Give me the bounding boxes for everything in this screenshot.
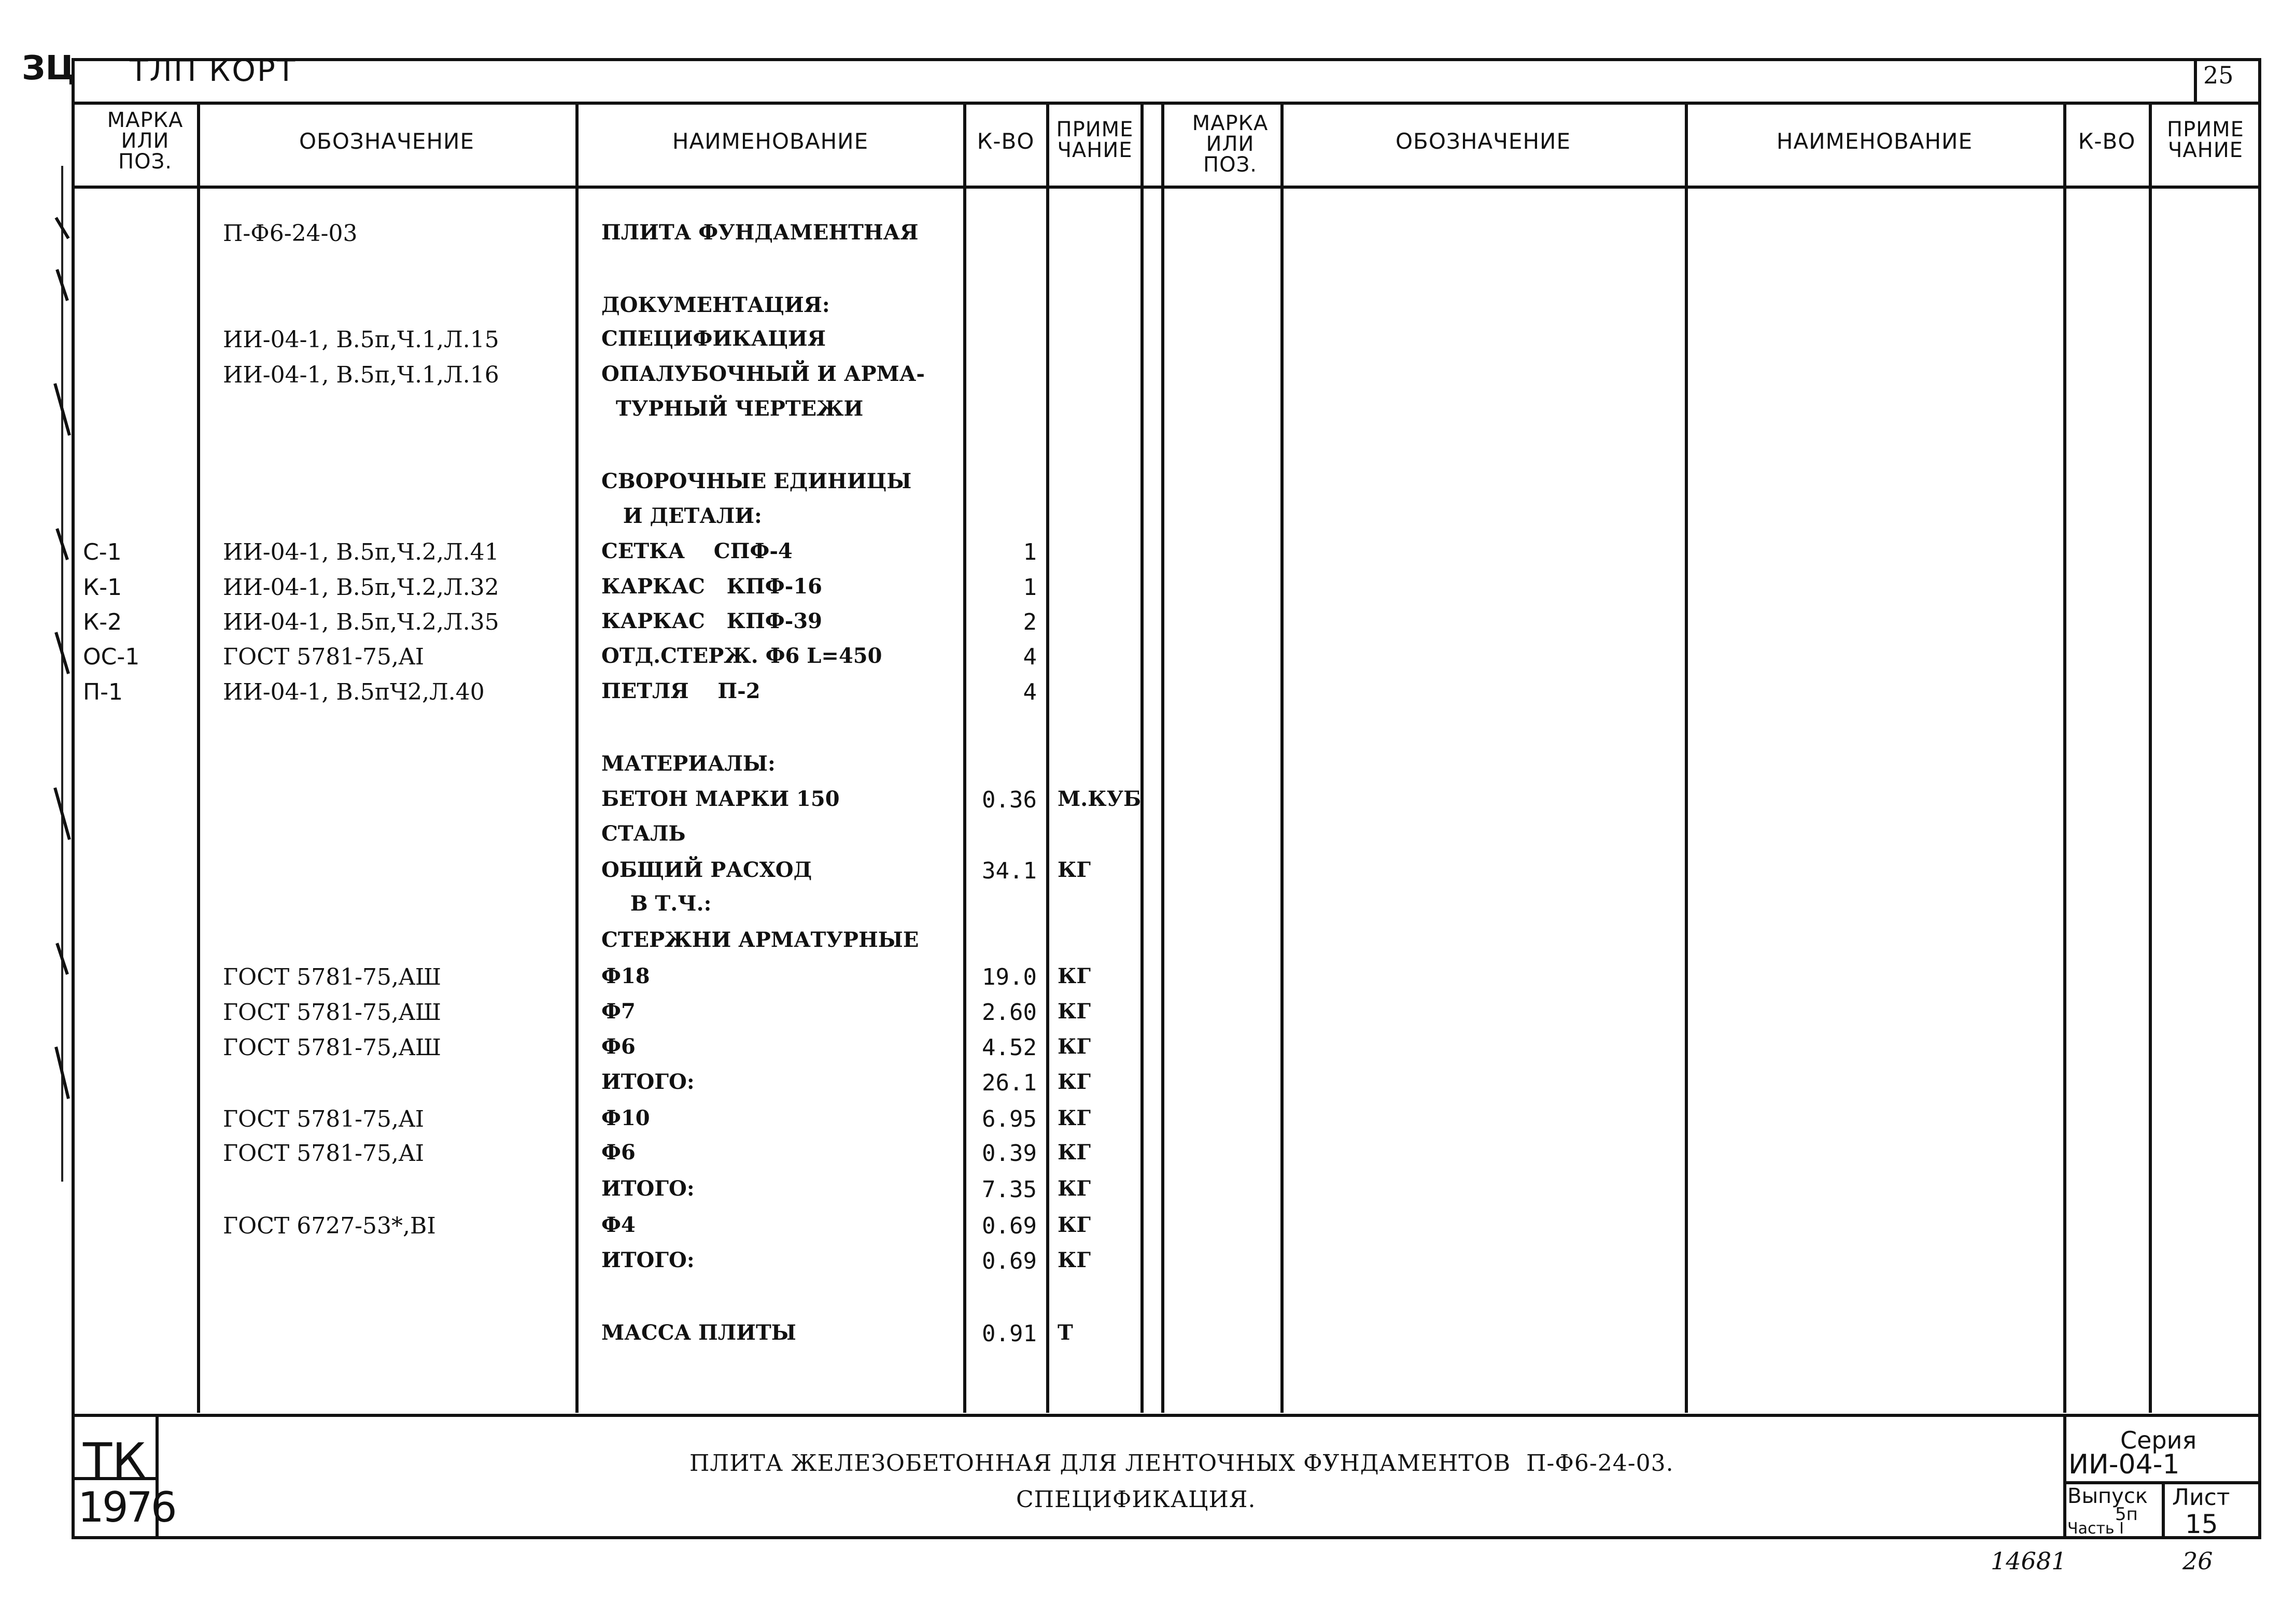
row-position: ОС-1 xyxy=(83,644,140,670)
row-name: ОПАЛУБОЧНЫЙ И АРМА- xyxy=(601,362,925,386)
handwritten-page: 26 xyxy=(2182,1547,2213,1575)
page-number: 25 xyxy=(2203,61,2234,89)
row-name: ОБЩИЙ РАСХОД xyxy=(601,858,812,882)
row-name: МАССА ПЛИТЫ xyxy=(601,1321,796,1345)
page-number-divider xyxy=(2194,58,2197,105)
row-designation: ГОСТ 5781-75,AШ xyxy=(223,1034,442,1061)
table-split-line xyxy=(1161,102,1164,1413)
row-designation: П-Ф6-24-03 xyxy=(223,220,358,247)
row-name: Ф7 xyxy=(601,999,636,1024)
header-divider xyxy=(72,186,2261,189)
row-name: ПЛИТА ФУНДАМЕНТНАЯ xyxy=(601,220,919,245)
row-note: КГ xyxy=(1058,1106,1091,1130)
corner-mark: ЗЦ xyxy=(22,49,76,88)
col-line-1 xyxy=(197,102,200,1413)
issue-value: 5п xyxy=(2115,1504,2138,1525)
row-quantity: 0.39 xyxy=(982,1140,1037,1167)
stamp-series-divider xyxy=(2063,1414,2066,1539)
header-note: ПРИМЕ ЧАНИЕ xyxy=(1056,118,1134,162)
row-name: МАТЕРИАЛЫ: xyxy=(601,751,776,776)
row-name: Ф6 xyxy=(601,1140,636,1165)
header-name: НАИМЕНОВАНИЕ xyxy=(672,129,869,154)
row-designation: ИИ-04-1, В.5п,Ч.1,Л.15 xyxy=(223,327,499,353)
inventory-number: 14681 xyxy=(1991,1547,2067,1575)
row-quantity: 0.69 xyxy=(982,1213,1037,1239)
org-name: ТЛП КОРТ xyxy=(130,53,297,88)
row-quantity: 19.0 xyxy=(982,964,1037,990)
stamp-sheet-divider xyxy=(2162,1481,2165,1539)
row-note: КГ xyxy=(1058,1140,1091,1165)
row-designation: ГОСТ 6727-53*,BI xyxy=(223,1213,436,1239)
row-note: КГ xyxy=(1058,1034,1091,1059)
series-label: Серия xyxy=(2120,1426,2197,1454)
title-band-divider xyxy=(72,102,2261,105)
row-name: КАРКАС КПФ-16 xyxy=(601,574,822,599)
row-quantity: 0.69 xyxy=(982,1248,1037,1274)
row-note: КГ xyxy=(1058,1213,1091,1237)
header-qty-right: К-ВО xyxy=(2078,129,2136,154)
row-designation: ИИ-04-1, В.5пЧ2,Л.40 xyxy=(223,679,485,705)
row-quantity: 7.35 xyxy=(982,1176,1037,1203)
row-quantity: 0.36 xyxy=(982,787,1037,813)
col-line-5 xyxy=(1140,102,1144,1413)
row-name: ОТД.СТЕРЖ. Ф6 L=450 xyxy=(601,644,882,668)
row-name: СПЕЦИФИКАЦИЯ xyxy=(601,327,826,351)
row-note: М.КУБ xyxy=(1058,787,1142,811)
row-name: ПЕТЛЯ П-2 xyxy=(601,679,760,703)
margin-signature-strip xyxy=(52,166,73,1182)
row-name: Ф10 xyxy=(601,1106,650,1130)
col-line-r2 xyxy=(1685,102,1688,1413)
row-name: СТАЛЬ xyxy=(601,821,686,846)
header-name-right: НАИМЕНОВАНИЕ xyxy=(1776,129,1973,154)
spec-frame xyxy=(72,58,2261,1539)
stamp-year: 1976 xyxy=(78,1483,175,1531)
row-designation: ГОСТ 5781-75,AШ xyxy=(223,999,442,1026)
stamp-title-line1: ПЛИТА ЖЕЛЕЗОБЕТОННАЯ ДЛЯ ЛЕНТОЧНЫХ ФУНДАМЕНТОВ П-Ф6-24-03. xyxy=(689,1450,1674,1477)
row-position: К-1 xyxy=(83,574,122,601)
row-name: Ф4 xyxy=(601,1213,636,1237)
row-name: Ф18 xyxy=(601,964,650,988)
row-name: ИТОГО: xyxy=(601,1248,695,1272)
row-quantity: 1 xyxy=(1023,574,1037,601)
row-designation: ГОСТ 5781-75,AI xyxy=(223,644,425,670)
row-name: БЕТОН МАРКИ 150 xyxy=(601,787,840,811)
sheet-value: 15 xyxy=(2185,1509,2218,1539)
row-note: КГ xyxy=(1058,1176,1091,1201)
row-quantity: 0.91 xyxy=(982,1321,1037,1347)
col-line-3 xyxy=(963,102,966,1413)
row-quantity: 4 xyxy=(1023,644,1037,670)
row-note: КГ xyxy=(1058,999,1091,1024)
row-position: С-1 xyxy=(83,539,122,565)
header-qty: К-ВО xyxy=(977,129,1035,154)
row-quantity: 1 xyxy=(1023,539,1037,565)
row-name: Ф6 xyxy=(601,1034,636,1059)
row-name: ИТОГО: xyxy=(601,1176,695,1201)
row-quantity: 2 xyxy=(1023,609,1037,635)
row-position: П-1 xyxy=(83,679,123,705)
row-designation: ГОСТ 5781-75,AШ xyxy=(223,964,442,990)
stamp-divider xyxy=(72,1414,2261,1417)
stamp-title-line2: СПЕЦИФИКАЦИЯ. xyxy=(1016,1486,1256,1513)
col-line-4 xyxy=(1046,102,1049,1413)
row-note: Т xyxy=(1058,1321,1073,1345)
header-mark-text: МАРКА ИЛИ ПОЗ. xyxy=(107,108,184,174)
row-name: В Т.Ч.: xyxy=(601,891,712,916)
row-name: СВОРОЧНЫЕ ЕДИНИЦЫ xyxy=(601,469,912,493)
row-note: КГ xyxy=(1058,1248,1091,1272)
row-designation: ГОСТ 5781-75,AI xyxy=(223,1140,425,1167)
row-note: КГ xyxy=(1058,1070,1091,1094)
row-designation: ГОСТ 5781-75,AI xyxy=(223,1106,425,1132)
row-quantity: 4 xyxy=(1023,679,1037,705)
row-name: И ДЕТАЛИ: xyxy=(601,504,762,528)
header-mark-right: МАРКА ИЛИ ПОЗ. xyxy=(1192,111,1269,177)
row-name: КАРКАС КПФ-39 xyxy=(601,609,822,633)
row-note: КГ xyxy=(1058,858,1091,882)
sheet-label: Лист xyxy=(2172,1484,2230,1511)
row-designation: ИИ-04-1, В.5п,Ч.2,Л.41 xyxy=(223,539,499,565)
header-note-right: ПРИМЕ ЧАНИЕ xyxy=(2167,118,2244,162)
row-quantity: 4.52 xyxy=(982,1034,1037,1061)
row-quantity: 2.60 xyxy=(982,999,1037,1026)
header-designation-right: ОБОЗНАЧЕНИЕ xyxy=(1395,129,1571,154)
issue-label: Выпуск xyxy=(2067,1484,2148,1508)
col-line-r1 xyxy=(1280,102,1284,1413)
series-value: ИИ-04-1 xyxy=(2068,1449,2180,1480)
row-designation: ИИ-04-1, В.5п,Ч.2,Л.32 xyxy=(223,574,499,601)
row-name: ИТОГО: xyxy=(601,1070,695,1094)
row-note: КГ xyxy=(1058,964,1091,988)
row-quantity: 6.95 xyxy=(982,1106,1037,1132)
row-designation: ИИ-04-1, В.5п,Ч.2,Л.35 xyxy=(223,609,499,635)
part-label: Часть I xyxy=(2067,1520,2124,1538)
row-name: СЕТКА СПФ-4 xyxy=(601,539,793,563)
row-quantity: 34.1 xyxy=(982,858,1037,884)
stamp-tk: ТК xyxy=(83,1433,146,1488)
header-mark xyxy=(96,110,194,172)
row-position: К-2 xyxy=(83,609,122,635)
row-name: ДОКУМЕНТАЦИЯ: xyxy=(601,293,830,317)
row-designation: ИИ-04-1, В.5п,Ч.1,Л.16 xyxy=(223,362,499,388)
row-name: СТЕРЖНИ АРМАТУРНЫЕ xyxy=(601,928,919,952)
col-line-r4 xyxy=(2149,102,2152,1413)
col-line-2 xyxy=(575,102,579,1413)
row-quantity: 26.1 xyxy=(982,1070,1037,1096)
col-line-r3 xyxy=(2063,102,2066,1413)
row-name: ТУРНЫЙ ЧЕРТЕЖИ xyxy=(601,396,864,421)
header-designation: ОБОЗНАЧЕНИЕ xyxy=(299,129,475,154)
